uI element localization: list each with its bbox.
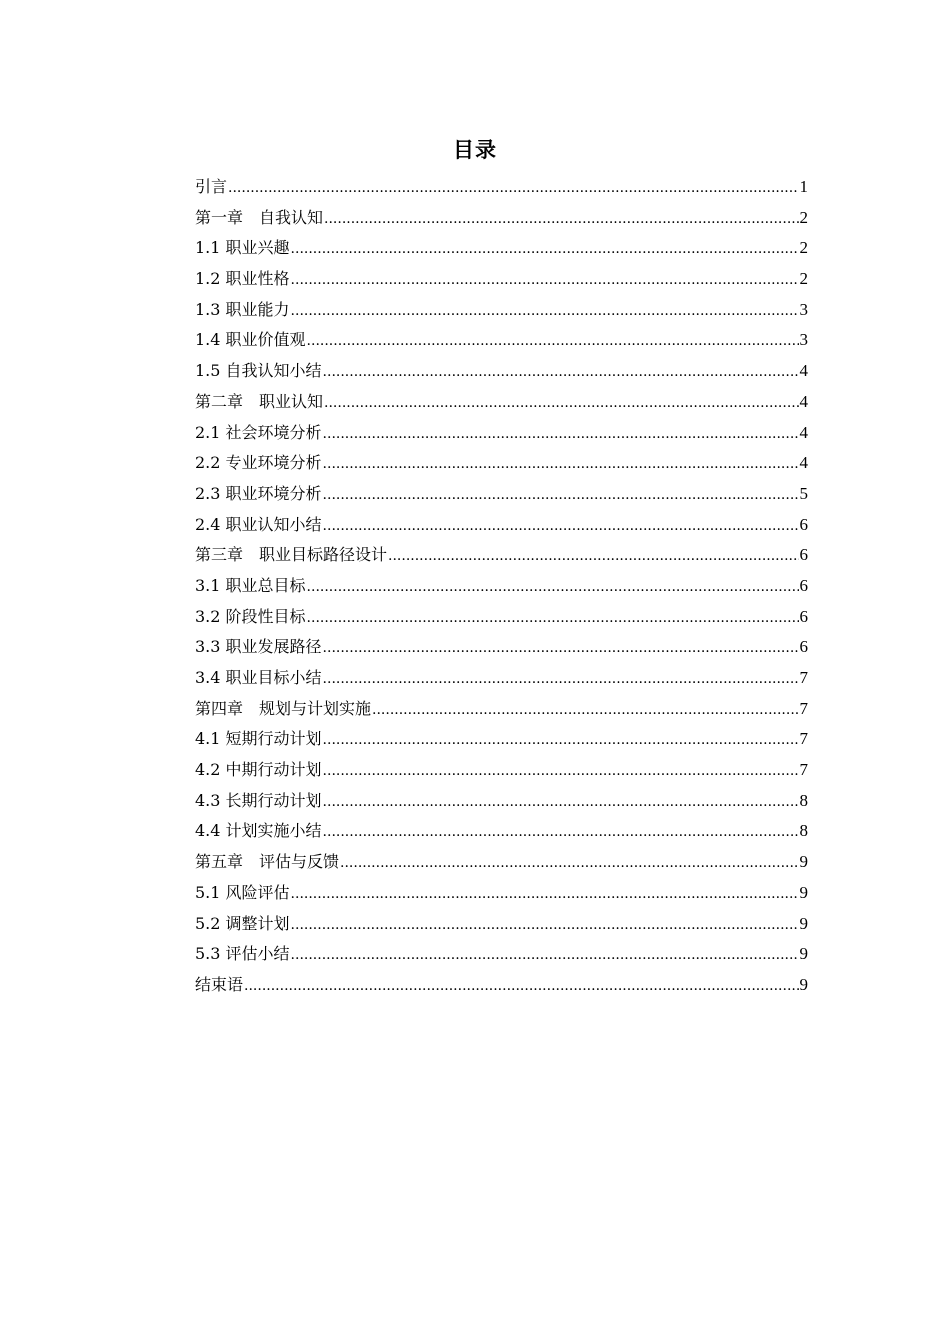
toc-entry-label: 第一章 自我认知 <box>195 207 324 227</box>
toc-dot-leader <box>324 388 798 418</box>
toc-dot-leader <box>323 633 799 663</box>
toc-dot-leader <box>291 940 799 970</box>
toc-entry-page: 9 <box>799 852 808 872</box>
toc-dot-leader <box>323 756 799 786</box>
toc-entry-label: 1.2 职业性格 <box>195 269 290 289</box>
toc-entry[interactable] <box>195 663 808 694</box>
toc-entry-label: 2.2 专业环境分析 <box>195 453 322 473</box>
toc-dot-leader <box>228 173 798 203</box>
toc-entry[interactable] <box>195 264 808 295</box>
toc-entry-page: 9 <box>799 913 808 933</box>
toc-dot-leader <box>323 725 799 755</box>
toc-entry-label: 引言 <box>195 177 228 196</box>
toc-entry-label: 5.2 调整计划 <box>195 913 290 933</box>
toc-dot-leader <box>307 326 799 356</box>
toc-dot-leader <box>307 603 799 633</box>
toc-entry-page: 6 <box>799 545 808 565</box>
toc-entry[interactable] <box>195 203 808 234</box>
toc-entry-label: 1.1 职业兴趣 <box>195 238 290 258</box>
toc-dot-leader <box>291 296 799 326</box>
toc-entry[interactable] <box>195 233 808 264</box>
toc-entry[interactable] <box>195 356 808 387</box>
toc-entry-label: 5.1 风险评估 <box>195 882 290 902</box>
toc-entry[interactable] <box>195 755 808 786</box>
toc-dot-leader <box>291 265 799 295</box>
toc-list <box>195 172 808 1001</box>
toc-entry-label: 3.4 职业目标小结 <box>195 668 322 687</box>
toc-entry[interactable] <box>195 325 808 356</box>
toc-dot-leader <box>244 971 798 1001</box>
toc-entry-page: 7 <box>799 760 808 780</box>
toc-entry-label: 2.1 社会环境分析 <box>195 422 322 442</box>
toc-entry-page: 4 <box>799 361 808 381</box>
toc-entry-label: 3.1 职业总目标 <box>195 575 306 595</box>
toc-entry-label: 第五章 评估与反馈 <box>195 852 340 872</box>
toc-entry-label: 4.3 长期行动计划 <box>195 790 322 810</box>
toc-entry-label: 1.4 职业价值观 <box>195 330 306 350</box>
toc-dot-leader <box>307 572 799 602</box>
toc-entry-page: 2 <box>799 238 808 258</box>
toc-entry[interactable] <box>195 909 808 940</box>
toc-entry-page: 3 <box>799 299 808 319</box>
toc-entry-page: 2 <box>799 207 808 227</box>
toc-dot-leader <box>291 234 799 264</box>
toc-entry[interactable] <box>195 510 808 541</box>
toc-entry-page: 7 <box>799 698 808 718</box>
toc-entry-page: 1 <box>799 177 808 196</box>
toc-entry[interactable] <box>195 602 808 633</box>
toc-entry[interactable] <box>195 970 808 1001</box>
toc-entry[interactable] <box>195 172 808 203</box>
toc-entry-label: 第三章 职业目标路径设计 <box>195 545 388 565</box>
toc-entry-page: 6 <box>799 637 808 657</box>
toc-entry-page: 8 <box>799 790 808 810</box>
toc-entry-page: 7 <box>799 668 808 687</box>
toc-entry[interactable] <box>195 540 808 571</box>
toc-dot-leader <box>323 449 799 479</box>
toc-entry-page: 2 <box>799 269 808 289</box>
toc-entry[interactable] <box>195 632 808 663</box>
toc-entry[interactable] <box>195 816 808 847</box>
toc-entry-page: 4 <box>799 391 808 411</box>
toc-entry[interactable] <box>195 387 808 418</box>
toc-dot-leader <box>291 910 799 940</box>
toc-entry-label: 4.1 短期行动计划 <box>195 729 322 749</box>
toc-dot-leader <box>324 204 798 234</box>
toc-entry-page: 4 <box>799 422 808 442</box>
toc-entry-label: 5.3 评估小结 <box>195 944 290 964</box>
toc-dot-leader <box>323 357 799 387</box>
toc-dot-leader <box>291 879 799 909</box>
toc-dot-leader <box>323 787 799 817</box>
toc-entry[interactable] <box>195 479 808 510</box>
toc-entry-page: 9 <box>799 974 808 994</box>
toc-entry-label: 第二章 职业认知 <box>195 391 324 411</box>
toc-entry[interactable] <box>195 786 808 817</box>
toc-entry[interactable] <box>195 724 808 755</box>
toc-entry-label: 3.2 阶段性目标 <box>195 606 306 626</box>
toc-entry-page: 7 <box>799 729 808 749</box>
toc-entry-page: 6 <box>799 514 808 534</box>
toc-dot-leader <box>323 480 799 510</box>
toc-dot-leader <box>323 817 799 847</box>
toc-entry-label: 2.4 职业认知小结 <box>195 514 322 534</box>
toc-dot-leader <box>323 511 799 541</box>
toc-entry[interactable] <box>195 694 808 725</box>
toc-dot-leader <box>323 419 799 449</box>
toc-dot-leader <box>340 848 798 878</box>
toc-dot-leader <box>388 541 798 571</box>
toc-entry[interactable] <box>195 847 808 878</box>
toc-dot-leader <box>323 664 799 694</box>
toc-entry-label: 1.3 职业能力 <box>195 299 290 319</box>
toc-entry[interactable] <box>195 878 808 909</box>
toc-entry-page: 5 <box>799 483 808 503</box>
toc-entry[interactable] <box>195 571 808 602</box>
toc-title: 目录 <box>453 138 497 162</box>
toc-entry-page: 8 <box>799 821 808 841</box>
toc-dot-leader <box>372 695 798 725</box>
toc-entry-label: 1.5 自我认知小结 <box>195 361 322 381</box>
toc-entry-label: 4.2 中期行动计划 <box>195 760 322 780</box>
toc-entry[interactable] <box>195 448 808 479</box>
toc-entry-label: 2.3 职业环境分析 <box>195 483 322 503</box>
toc-entry[interactable] <box>195 295 808 326</box>
toc-entry[interactable] <box>195 418 808 449</box>
toc-entry-page: 4 <box>799 453 808 473</box>
toc-entry-page: 6 <box>799 575 808 595</box>
toc-entry-label: 第四章 规划与计划实施 <box>195 698 372 718</box>
toc-entry-page: 9 <box>799 882 808 902</box>
toc-entry-label: 结束语 <box>195 974 244 994</box>
toc-entry-page: 3 <box>799 330 808 350</box>
toc-entry-page: 9 <box>799 944 808 964</box>
toc-entry[interactable] <box>195 939 808 970</box>
toc-entry-label: 3.3 职业发展路径 <box>195 637 322 657</box>
toc-entry-label: 4.4 计划实施小结 <box>195 821 322 841</box>
toc-entry-page: 6 <box>799 606 808 626</box>
